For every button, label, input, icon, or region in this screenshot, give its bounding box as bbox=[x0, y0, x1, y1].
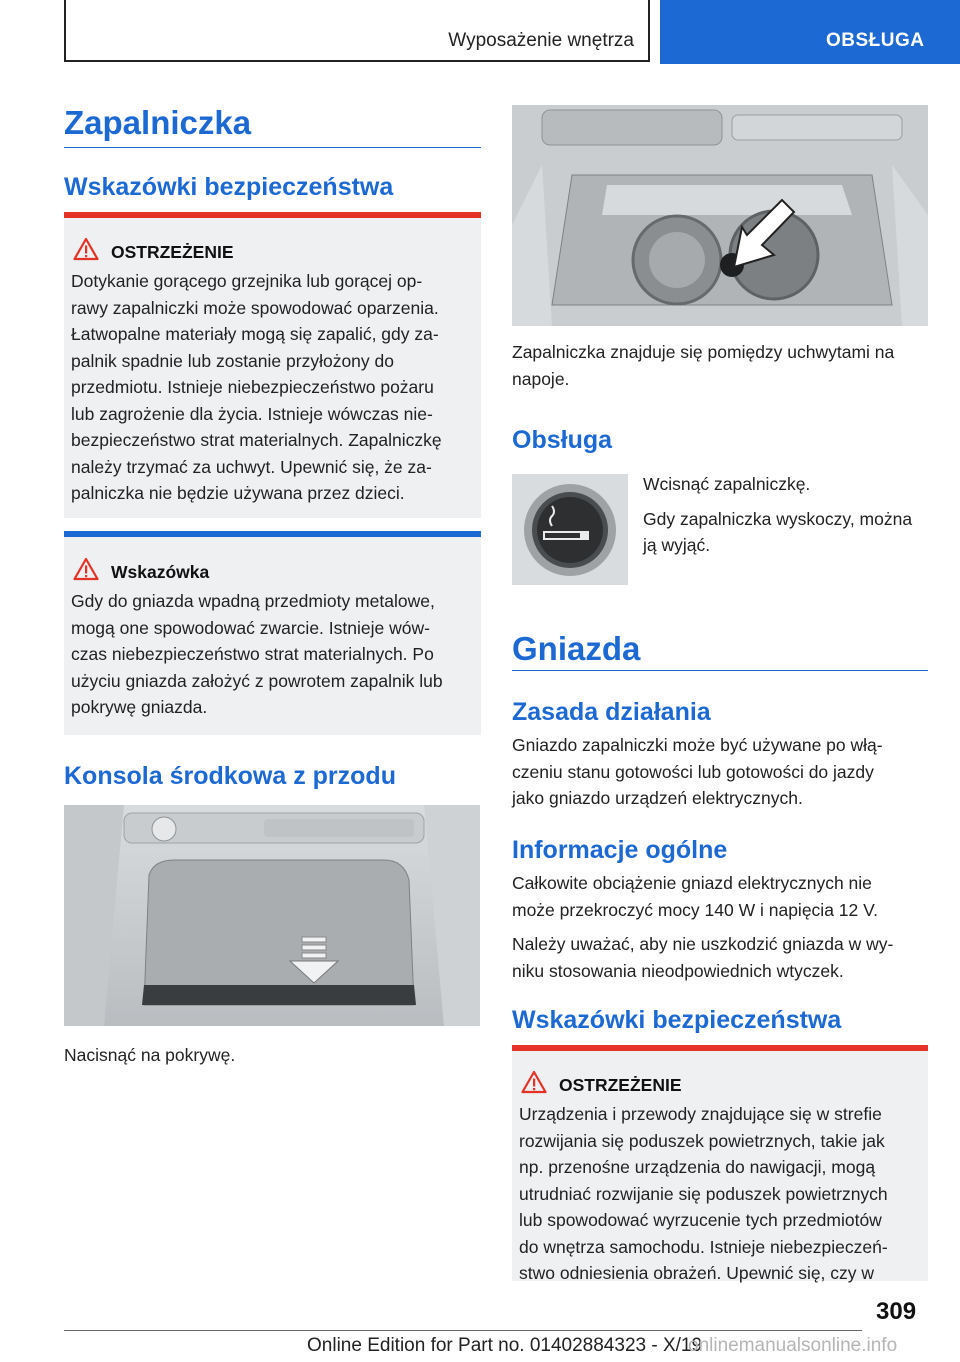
warning-line: palniczka nie będzie używana przez dzieci. bbox=[71, 483, 405, 503]
warning-text bbox=[71, 268, 475, 507]
note-line: użyciu gniazda założyć z powrotem zapalnik lub bbox=[71, 670, 443, 691]
general-line: Należy uważać, aby nie uszkodzić gniazda w wy- bbox=[512, 934, 894, 954]
socket-safety-heading: Wskazówki bezpieczeństwa bbox=[512, 1006, 842, 1034]
principle-line: czeniu stanu gotowości lub gotowości do jazdy bbox=[512, 761, 874, 782]
title-rule bbox=[64, 147, 481, 148]
footer-brand-watermark: onlinemanualsonline.info bbox=[688, 1335, 898, 1356]
principle-heading: Zasada działania bbox=[512, 698, 711, 726]
warning-triangle-icon bbox=[521, 1070, 547, 1094]
principle-text bbox=[512, 732, 928, 812]
note-line: Gdy do gniazda wpadną przedmioty metalowe, bbox=[71, 591, 435, 611]
principle-line: jako gniazdo urządzeń elektrycznych. bbox=[512, 788, 803, 808]
socket-warning-line: rozwijania się poduszek powietrznych, takie jak bbox=[519, 1130, 885, 1151]
operation-step-1: Wcisnąć zapalniczkę. bbox=[643, 474, 811, 494]
photo-caption-line: napoje. bbox=[512, 368, 570, 389]
general-heading: Informacje ogólne bbox=[512, 836, 728, 864]
socket-warning-text bbox=[519, 1101, 922, 1287]
note-bar bbox=[64, 531, 481, 537]
page-number: 309 bbox=[876, 1298, 917, 1325]
lighter-button-photo bbox=[512, 474, 628, 585]
header-tab bbox=[660, 0, 960, 64]
console-cover-photo bbox=[64, 805, 480, 1026]
socket-warning-box bbox=[512, 1045, 928, 1281]
note-text bbox=[71, 588, 475, 721]
socket-warning-line: utrudniać rozwijanie się poduszek powietrznych bbox=[519, 1183, 888, 1204]
warning-box bbox=[64, 212, 481, 518]
socket-warning-line: do wnętrza samochodu. Istnieje niebezpieczeń- bbox=[519, 1236, 888, 1257]
note-box bbox=[64, 531, 481, 735]
general-line: Całkowite obciążenie gniazd elektrycznych nie bbox=[512, 873, 872, 893]
header-tab-label: OBSŁUGA bbox=[826, 30, 925, 51]
general-text-1 bbox=[512, 870, 928, 923]
warning-line: lub zagrożenie dla życia. Istnieje wówczas nie- bbox=[71, 403, 433, 424]
socket-warning-line: stwo odniesienia obrażeń. Upewnić się, czy w bbox=[519, 1263, 875, 1283]
warning-triangle-icon bbox=[73, 557, 99, 581]
general-line: może przekroczyć mocy 140 W i napięcia 12 V. bbox=[512, 899, 879, 920]
warning-line: palnik spadnie lub zostanie przyłożony do bbox=[71, 350, 394, 371]
socket-warning-line: Urządzenia i przewody znajdujące się w strefie bbox=[519, 1104, 882, 1124]
operation-heading: Obsługa bbox=[512, 426, 613, 454]
console-heading: Konsola środkowa z przodu bbox=[64, 762, 396, 790]
lighter-location-photo bbox=[512, 105, 928, 326]
footer-edition: Online Edition for Part no. 01402884323 - X/19 bbox=[307, 1335, 703, 1356]
operation-step-2-line: Gdy zapalniczka wyskoczy, można bbox=[643, 508, 913, 529]
note-line: mogą one spowodować zwarcie. Istnieje wów- bbox=[71, 617, 430, 638]
principle-line: Gniazdo zapalniczki może być używane po włą- bbox=[512, 735, 883, 755]
page-title: Zapalniczka bbox=[64, 104, 252, 141]
warning-triangle-icon bbox=[73, 237, 99, 261]
socket-warning-title: OSTRZEŻENIE bbox=[559, 1075, 682, 1095]
warning-line: przedmiotu. Istnieje niebezpieczeństwo pożaru bbox=[71, 377, 434, 397]
warning-line: bezpieczeństwo strat materialnych. Zapalniczkę bbox=[71, 430, 442, 450]
socket-warning-line: lub spowodować wyrzucenie tych przedmiotów bbox=[519, 1210, 882, 1230]
operation-text bbox=[643, 471, 929, 559]
general-text-2 bbox=[512, 931, 928, 984]
footer-rule bbox=[64, 1330, 862, 1331]
header-frame bbox=[64, 0, 650, 62]
warning-line: Dotykanie gorącego grzejnika lub gorącej op- bbox=[71, 271, 423, 291]
photo-caption-line: Zapalniczka znajduje się pomiędzy uchwytami na bbox=[512, 342, 895, 362]
warning-line: Łatwopalne materiały mogą się zapalić, gdy za- bbox=[71, 324, 439, 344]
socket-title: Gniazda bbox=[512, 630, 641, 667]
note-line: czas niebezpieczeństwo strat materialnych. Po bbox=[71, 644, 434, 664]
socket-title-rule bbox=[512, 670, 928, 671]
console-caption-text: Nacisnąć na pokrywę. bbox=[64, 1045, 236, 1065]
operation-step-2-line: ją wyjąć. bbox=[643, 535, 711, 555]
console-caption bbox=[64, 1042, 481, 1069]
header-section-title: Wyposażenie wnętrza bbox=[448, 30, 634, 51]
note-line: pokrywę gniazda. bbox=[71, 697, 208, 717]
warning-title: OSTRZEŻENIE bbox=[111, 242, 234, 262]
warning-line: należy trzymać za uchwyt. Upewnić się, że za- bbox=[71, 456, 432, 477]
warning-line: rawy zapalniczki może spowodować oparzenia. bbox=[71, 297, 439, 318]
note-title: Wskazówka bbox=[111, 562, 210, 582]
safety-heading: Wskazówki bezpieczeństwa bbox=[64, 173, 394, 201]
socket-warning-bar bbox=[512, 1045, 928, 1051]
photo-caption bbox=[512, 339, 928, 392]
general-line: niku stosowania nieodpowiednich wtyczek. bbox=[512, 960, 844, 981]
socket-warning-line: np. przenośne urządzenia do nawigacji, mogą bbox=[519, 1157, 876, 1177]
warning-bar bbox=[64, 212, 481, 218]
